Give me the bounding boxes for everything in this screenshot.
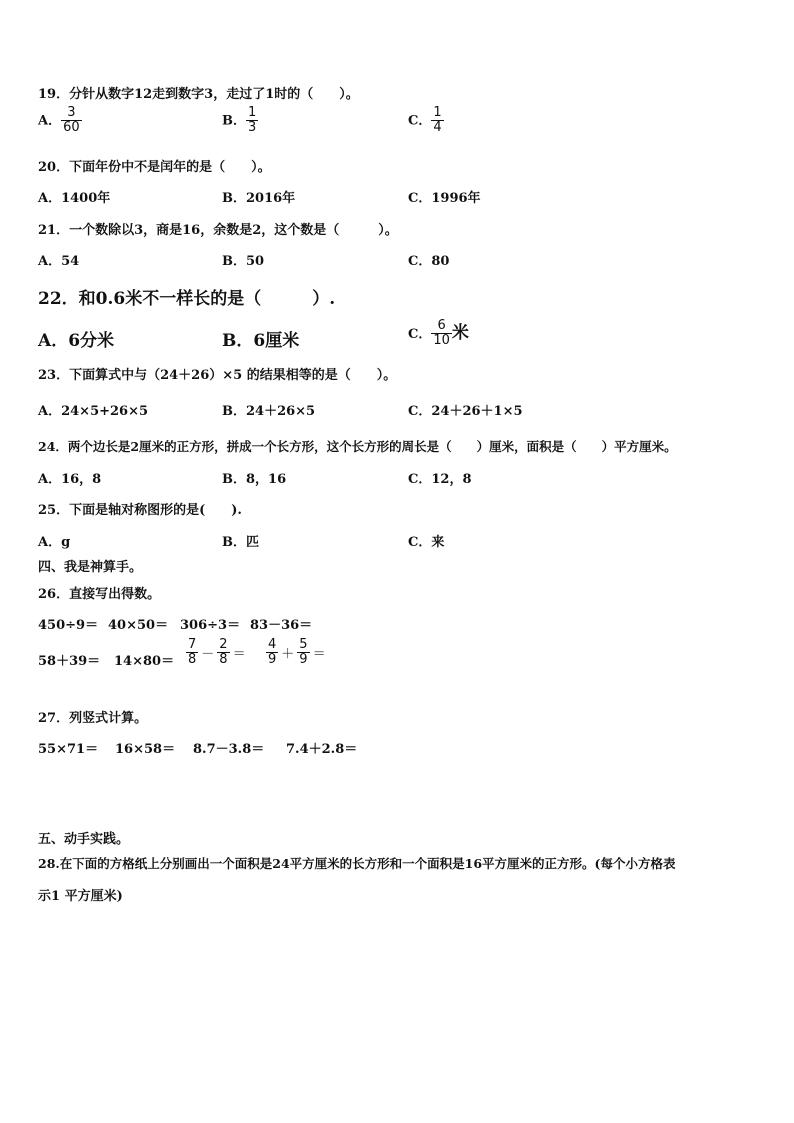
q20-option-c[interactable]: C．1996年	[408, 191, 481, 206]
fraction: $\frac{1}{3}$	[248, 105, 257, 136]
q25-option-a[interactable]: A．g	[38, 535, 71, 550]
fraction: $\frac{6}{10}$	[433, 317, 450, 348]
q21-option-a[interactable]: A．54	[38, 254, 80, 269]
section-4-heading: 四、我是神算手。	[38, 560, 143, 575]
q28-stem-line1: 28.在下面的方格纸上分别画出一个面积是24平方厘米的长方形和一个面积是16平方厘米的正方形。(每个小方格表	[38, 856, 676, 871]
q24-option-a[interactable]: A．16，8	[38, 472, 102, 487]
q22-option-b[interactable]: B．6厘米	[222, 331, 300, 351]
q26-item: 40×50＝	[108, 618, 169, 633]
q19-stem: 19．分针从数字12走到数字3，走过了1时的（ ）。	[38, 87, 359, 102]
q19-option-b[interactable]: B． $\frac{1}{3}$	[222, 105, 257, 136]
q28-stem-line2: 示1 平方厘米)	[38, 889, 123, 904]
q24-option-b[interactable]: B．8，16	[222, 472, 287, 487]
q20-option-a[interactable]: A．1400年	[38, 191, 111, 206]
q26-item: 306÷3＝	[180, 618, 241, 633]
q22-option-c[interactable]: C． $\frac{6}{10}$ 米	[408, 317, 469, 348]
q19-option-a[interactable]: A． $\frac{3}{60}$	[38, 105, 80, 136]
q22-option-a[interactable]: A．6分米	[38, 331, 115, 351]
q23-stem: 23．下面算式中与（24＋26）×5 的结果相等的是（ ）。	[38, 368, 397, 383]
q26-item: 83－36＝	[250, 618, 313, 633]
q25-stem: 25．下面是轴对称图形的是( ).	[38, 503, 242, 518]
fraction: $\frac{1}{4}$	[433, 105, 442, 136]
q27-stem: 27．列竖式计算。	[38, 711, 148, 726]
q23-option-c[interactable]: C．24＋26＋1×5	[408, 404, 523, 419]
q24-option-c[interactable]: C．12，8	[408, 472, 472, 487]
q25-option-b[interactable]: B．匹	[222, 535, 259, 550]
q20-option-b[interactable]: B．2016年	[222, 191, 296, 206]
q21-option-c[interactable]: C．80	[408, 254, 450, 269]
q25-option-c[interactable]: C．来	[408, 535, 445, 550]
fraction: $\frac{3}{60}$	[63, 105, 80, 136]
q27-item: 55×71＝	[38, 742, 99, 757]
q21-stem: 21．一个数除以3，商是16，余数是2，这个数是（ ）。	[38, 223, 398, 238]
q26-stem: 26．直接写出得数。	[38, 587, 161, 602]
q24-stem: 24．两个边长是2厘米的正方形，拼成一个长方形，这个长方形的周长是（ ）厘米，面积是（ ）平方厘米。	[38, 439, 677, 454]
q27-item: 8.7－3.8＝	[193, 742, 265, 757]
q23-option-b[interactable]: B．24＋26×5	[222, 404, 316, 419]
q21-option-b[interactable]: B．50	[222, 254, 265, 269]
section-5-heading: 五、动手实践。	[38, 832, 130, 847]
q23-option-a[interactable]: A．24×5+26×5	[38, 404, 149, 419]
q26-fraction-expr-1: $\frac{7}{8}$ － $\frac{2}{8}$ ＝	[188, 637, 246, 668]
q19-option-c[interactable]: C． $\frac{1}{4}$	[408, 105, 442, 136]
q26-item: 14×80＝	[114, 654, 175, 669]
q26-item: 450÷9＝	[38, 618, 99, 633]
q27-item: 16×58＝	[115, 742, 176, 757]
q20-stem: 20．下面年份中不是闰年的是（ ）。	[38, 160, 271, 175]
q22-stem: 22．和0.6米不一样长的是（ ）.	[38, 289, 336, 309]
q27-item: 7.4＋2.8＝	[286, 742, 358, 757]
q26-item: 58＋39＝	[38, 654, 101, 669]
q26-fraction-expr-2: $\frac{4}{9}$ ＋ $\frac{5}{9}$ ＝	[268, 637, 326, 668]
